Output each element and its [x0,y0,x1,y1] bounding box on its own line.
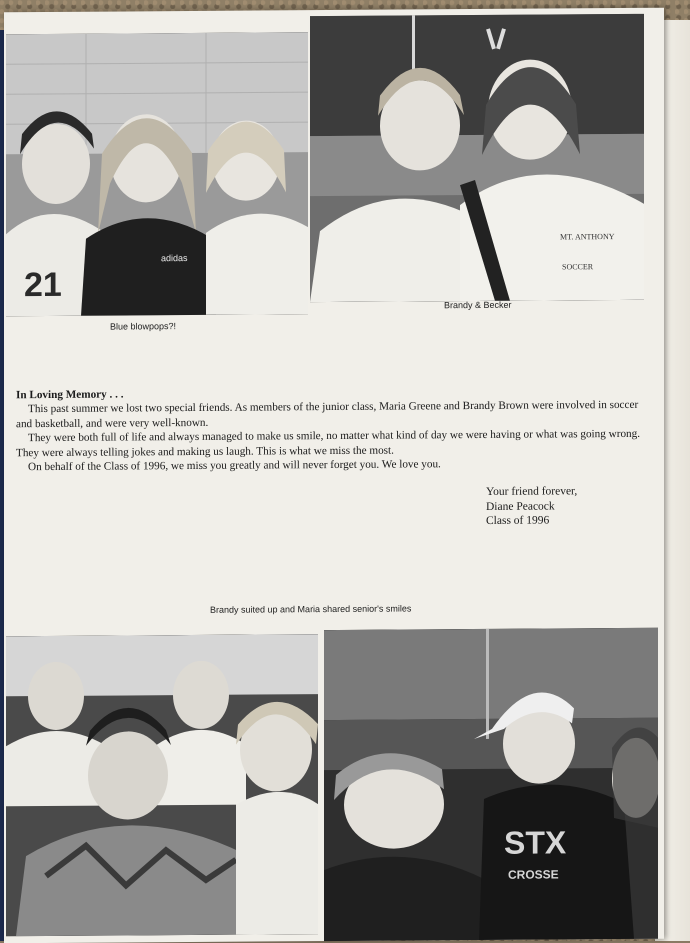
caption-top-left: Blue blowpops?! [110,321,177,332]
memorial-paragraph-2: They were both full of life and always managed to make us smile, no matter what kind of day we were having or what was going wrong. They were always telling jokes and making us laugh. This is what we miss the most. [16,428,641,459]
photo-top-left [6,32,308,316]
caption-top-right: Brandy & Becker [444,299,512,311]
jersey-number: 21 [24,265,62,305]
photo-three-girls [6,32,308,316]
shirt-school-sport: SOCCER [562,262,594,272]
shirt-brand: adidas [161,253,188,264]
memorial-paragraph-1: This past summer we lost two special friends. As members of the junior class, Maria Greene and Brandy Brown were involved in soccer and basketball, and were very well-known. [16,399,639,431]
signature-block [486,484,577,528]
photo-bottom-left [6,634,318,936]
photo-bottom-right [324,628,658,941]
photo-top-right [310,14,644,302]
memorial-text [16,384,646,475]
photo-two-girls [310,14,644,302]
shirt-logo: STX [504,824,567,861]
memorial-heading: In Loving Memory . . . [16,388,124,402]
signature-closing: Your friend forever, [486,485,578,498]
shirt-school-name: MT. ANTHONY [560,232,615,242]
photo-team-group [6,634,318,936]
signature-class: Class of 1996 [486,514,550,527]
shirt-word: CROSSE [508,867,559,882]
caption-middle: Brandy suited up and Maria shared senior's smiles [210,603,412,615]
photo-friends-hats [324,628,658,941]
yearbook-page [4,8,664,943]
signature-name: Diane Peacock [486,499,555,513]
memorial-paragraph-3: On behalf of the Class of 1996, we miss you greatly and will never forget you. We love you. [28,458,441,474]
